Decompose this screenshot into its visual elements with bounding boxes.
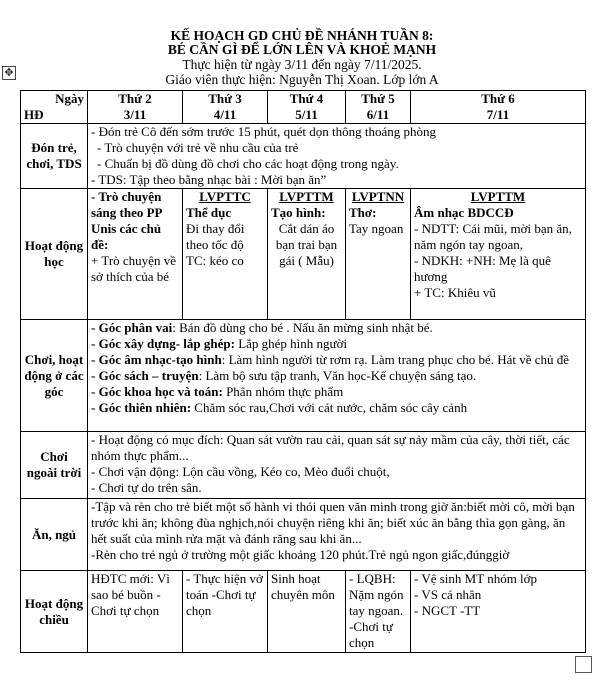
teacher-info: Giáo viên thực hiện: Nguyễn Thị Xoan. Lớp lớn A <box>165 72 439 87</box>
corner-cell <box>21 91 88 124</box>
row-choi-ngoai-troi <box>21 432 586 499</box>
day-header-tue: Thứ 3 4/11 <box>183 91 268 124</box>
don-tre-content: - Đón trẻ Cô đến sớm trước 15 phút, quét dọn thông thoáng phòng - Trò chuyện với trẻ về nhu cầu của trẻ - Chuẩn bị đồ dùng đồ chơi cho các hoạt động trong ngày. - TDS: Tập theo bằng nhạc bài : Mời bạn ăn” <box>88 124 586 189</box>
row-choi-goc <box>21 320 586 432</box>
row-label-an-ngu: Ăn, ngủ <box>21 499 88 571</box>
choi-goc-content <box>88 320 586 432</box>
hdh-thu: LVPTNN Thơ: Tay ngoan <box>346 189 411 320</box>
header-row <box>21 91 586 124</box>
chieu-thu: - LQBH: Nặm ngón tay ngoan. -Chơi tự chọn <box>346 571 411 653</box>
hdh-tue: LVPTTC Thể dục Đi thay đổi theo tốc độ TC: kéo co <box>183 189 268 320</box>
corner-activity-label: HĐ <box>24 107 44 122</box>
resize-handle-icon[interactable] <box>575 656 592 673</box>
row-label-hoat-dong-chieu: Hoạt động chiều <box>21 571 88 653</box>
hdh-mon: - Trò chuyện sáng theo PP Unis các chủ đề: + Trò chuyện về sở thích của bé <box>88 189 183 320</box>
row-don-tre <box>21 124 586 189</box>
chieu-fri: - Vệ sinh MT nhóm lớp - VS cá nhân - NGCT -TT <box>411 571 586 653</box>
row-hoat-dong-chieu <box>21 571 586 653</box>
date-range: Thực hiện từ ngày 3/11 đến ngày 7/11/2025. <box>182 57 422 72</box>
hdh-fri: LVPTTM Âm nhạc BDCCĐ - NDTT: Cái mũi, mời bạn ăn, năm ngón tay ngoan, - NDKH: +NH: Mẹ là quê hương + TC: Khiêu vũ <box>411 189 586 320</box>
hdh-wed: LVPTTM Tạo hình: Cắt dán áo bạn trai bạn gái ( Mẫu) <box>268 189 346 320</box>
plan-title-line2: BÉ CẦN GÌ ĐỂ LỚN LÊN VÀ KHOẺ MẠNH <box>167 42 437 57</box>
plan-title-line1: KẾ HOẠCH GD CHỦ ĐỀ NHÁNH TUẦN 8: <box>170 28 434 43</box>
row-hoat-dong-hoc <box>21 189 586 320</box>
day-header-thu: Thứ 5 6/11 <box>346 91 411 124</box>
an-ngu-content: -Tập và rèn cho trẻ biết một số hành vi thói quen văn minh trong giờ ăn:biết mời cô, mời bạn trước khi ăn; không đùa nghịch,nói chuyện riêng khi ăn; biết xúc ăn bằng thìa gọn gàng, ăn hết suất của mình rửa mặt và đánh răng sau khi ăn... -Rèn cho trẻ ngủ ở trường một giấc khoảng 120 phút.Trẻ ngủ ngon giấc,đúnggiờ <box>88 499 586 571</box>
day-header-mon: Thứ 2 3/11 <box>88 91 183 124</box>
chieu-wed: Sinh hoạt chuyên môn <box>268 571 346 653</box>
row-label-choi-ngoai-troi: Chơi ngoài trời <box>21 432 88 499</box>
row-label-don-tre: Đón trẻ, chơi, TDS <box>21 124 88 189</box>
corner-day-label: Ngày <box>55 91 84 106</box>
move-handle-icon[interactable]: ✥ <box>2 66 16 80</box>
chieu-mon: HĐTC mới: Vì sao bé buồn -Chơi tự chọn <box>88 571 183 653</box>
goc-item: - Góc âm nhạc-tạo hình: Làm hình người từ rơm rạ. Làm trang phục cho bé. Hát về chủ đề <box>91 352 570 367</box>
row-an-ngu <box>21 499 586 571</box>
plan-table <box>20 90 586 653</box>
row-label-choi-goc: Chơi, hoạt động ở các góc <box>21 320 88 432</box>
day-header-wed: Thứ 4 5/11 <box>268 91 346 124</box>
chieu-tue: - Thực hiện vở toán -Chơi tự chọn <box>183 571 268 653</box>
goc-item: - Góc phân vai: Bán đồ dùng cho bé . Nấu ăn mừng sinh nhật bé. <box>91 320 433 335</box>
goc-item: - Góc xây dựng- lắp ghép: Lắp ghép hình người <box>91 336 348 351</box>
choi-ngoai-content: - Hoạt động có mục đích: Quan sát vườn rau cải, quan sát sự nảy mầm của cây, thời tiết, các nhóm thực phẩm... - Chơi vận động: Lộn cầu vồng, Kéo co, Mèo đuổi chuột, - Chơi tự do trên sân. <box>88 432 586 499</box>
goc-item: - Góc sách – truyện: Làm bộ sưu tập tranh, Văn học-Kể chuyện sáng tạo. <box>91 368 477 383</box>
day-header-fri: Thứ 6 7/11 <box>411 91 586 124</box>
row-label-hoat-dong-hoc: Hoạt động học <box>21 189 88 320</box>
goc-item: - Góc khoa học và toán: Phân nhóm thực phẩm <box>91 384 344 399</box>
goc-item: - Góc thiên nhiên: Chăm sóc rau,Chơi với cát nước, chăm sóc cây cảnh <box>91 400 468 415</box>
